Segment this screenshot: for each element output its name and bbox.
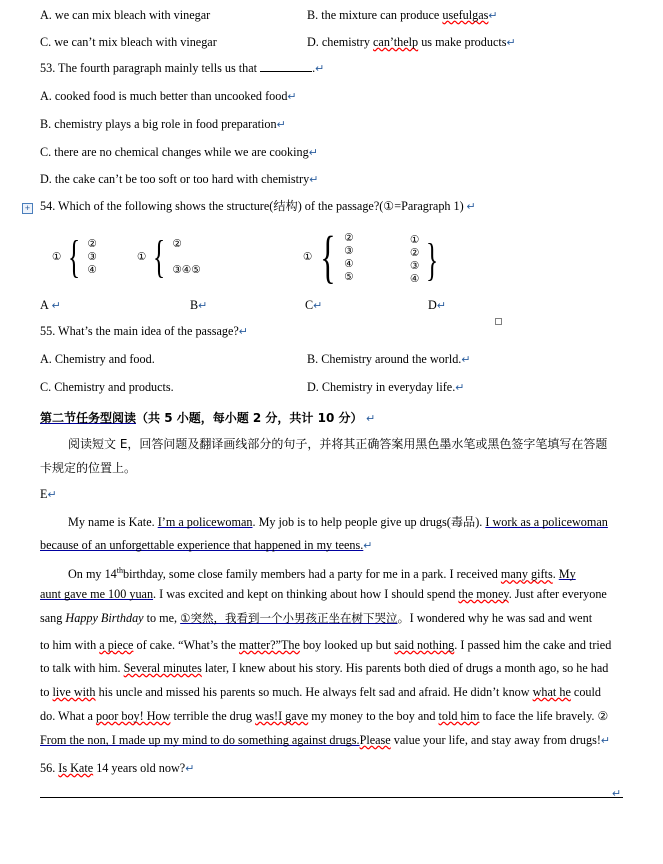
diagram-a-node-2: ② [87,238,97,250]
p2-translation-sentence-1: ①突然，我看到一个小男孩正坐在树下哭泣 [180,611,398,625]
p2-misspell-saidnothing: said nothing [394,638,455,652]
diagram-c-node-3: ③ [344,244,354,257]
diagram-c-node-2: ② [344,231,354,244]
ordinal-superscript: th [116,566,123,575]
passage-p1-line1: My name is Kate. I’m a policewoman. My job is to help people give up drugs(毒品). I work as a policewoman [68,515,608,529]
q52-option-d: D. chemistry can’thelp us make products↵ [307,35,516,49]
p2-misspell-themoney: the money [458,587,509,601]
diagram-a-brace: { [68,231,81,282]
q53-option-d: D. the cake can’t be too soft or too hard with chemistry↵ [40,172,319,186]
p2-misspell-livewith: live with [52,685,96,699]
diagram-b-brace: { [153,231,166,282]
diagram-d-node-2: ② [410,247,420,259]
diagram-a-node-3: ③ [87,251,97,263]
p2-grammar-aunt: aunt gave me 100 yuan [40,587,154,601]
answer-rule-line [40,797,623,798]
passage-p2-line5: to talk with him. Several minutes later, I knew about his story. His parents both died of drugs a month ago, so he had [40,661,609,675]
diagram-b-node-2: ② [172,238,182,250]
q56-misspell-iskate: Is Kate [58,761,94,775]
q54-label-c: C↵ [305,298,323,312]
p2-misspell-manygifts: many gifts [500,567,553,582]
q53-option-b: B. chemistry plays a big role in food preparation↵ [40,117,286,131]
p2-misspell-apiece: a piece [99,638,134,652]
section-heading-rest: （共 5 小题，每小题 2 分，共计 10 分） [136,411,363,425]
passage-p1-line2: because of an unforgettable experience that happened in my teens.↵ [40,538,373,552]
section-instruction-line2: 卡规定的位置上。 [40,461,137,475]
q54-label-b: B↵ [190,298,208,312]
diagram-c-node-5: ⑤ [344,270,354,283]
p2-misspell-severalminutes: Several minutes [123,661,202,675]
section-heading-title: 第二节任务型阅读 [40,411,137,425]
q56-stem: 56. Is Kate 14 years old now?↵ [40,761,195,775]
diagram-c-node-4: ④ [344,257,354,270]
passage-p2-line2: aunt gave me 100 yuan. I was excited and kept on thinking about how I should spend the money. Just after everyone [40,587,607,601]
q54-diagram-d [410,234,444,285]
object-anchor-handle[interactable] [495,318,502,325]
p2-misspell-wasigave: was!I gave [255,709,309,723]
p1-grammar-flag-2: I work as a policewoman [485,515,608,529]
section-instruction-line1: 阅读短文 E，回答问题及翻译画线部分的句子，并将其正确答案用黑色墨水笔或黑色签字笔填写在答题 [68,437,608,451]
q53-option-c: C. there are no chemical changes while we are cooking↵ [40,145,318,159]
q54-label-d: D↵ [428,298,447,312]
diagram-d-brace: } [426,233,439,285]
p2-misspell-matterthe: matter?”The [239,638,300,652]
q55-option-d: D. Chemistry in everyday life.↵ [307,380,465,394]
passage-p2-line1: On my 14thbirthday, some close family members had a party for me in a park. I received many gifts. My [68,566,576,582]
q54-diagram-a [52,231,97,282]
p1-grammar-flag-1: I’m a policewoman [157,515,253,529]
p2-translation-sentence-2: From the non, I made up my mind to do something against drugs. [40,733,360,747]
q52-option-b-misspelled: usefulgas [442,8,489,22]
q55-option-a: A. Chemistry and food. [40,352,155,366]
q52-option-a: A. we can mix bleach with vinegar [40,8,211,22]
q54-diagram-c [303,224,354,289]
passage-p2-line6: to live with his uncle and missed his parents so much. He always felt sad and afraid. He didn’t know what he could [40,685,601,699]
q54-stem: 54. Which of the following shows the structure(结构) of the passage?(①=Paragraph 1) ↵ [40,199,476,213]
passage-p2-line4: to him with a piece of cake. “What’s the matter?”The boy looked up but said nothing. I passed him the cake and tried [40,638,612,652]
q54-label-a: A ↵ [40,298,61,312]
q53-blank [260,71,312,72]
diagram-c-brace: { [320,224,337,289]
p2-misspell-toldhim: told him [438,709,480,723]
diagram-d-node-4: ④ [410,273,420,285]
diagram-a-node-1: ① [52,251,62,263]
passage-p2-line7: do. What a poor boy! How terrible the drug was!I gave my money to the boy and told him to face the life bravely. ② [40,709,609,723]
diagram-d-node-3: ③ [410,260,420,272]
q52-option-b: B. the mixture can produce usefulgas↵ [307,8,498,22]
diagram-d-node-1: ① [410,234,420,246]
q52-option-c: C. we can’t mix bleach with vinegar [40,35,217,49]
p2-grammar-my: My [558,567,576,582]
answer-line-pilcrow: ↵ [612,788,622,800]
p2-misspell-poorboyhow: poor boy! How [95,709,171,723]
p2-misspell-whathe: what he [532,685,571,699]
q55-option-b: B. Chemistry around the world.↵ [307,352,471,366]
passage-p2-line3: sang Happy Birthday to me, ①突然，我看到一个小男孩正坐在树下哭泣。I wondered why he was sad and went [40,611,593,625]
passage-label-e: E↵ [40,487,57,501]
passage-p2-line8: From the non, I made up my mind to do something against drugs.Please value your life, and stay away from drugs!↵ [40,733,611,747]
p2-misspell-please: Please [359,733,391,747]
q54-diagram-b [137,231,201,282]
diagram-b-row: ③④⑤ [172,264,201,276]
q55-option-c: C. Chemistry and products. [40,380,174,394]
q55-stem: 55. What’s the main idea of the passage?↵ [40,324,248,338]
q53-option-a: A. cooked food is much better than uncooked food↵ [40,89,297,103]
change-marker-icon: + [22,203,33,214]
diagram-a-node-4: ④ [87,264,97,276]
q53-stem: 53. The fourth paragraph mainly tells us that .↵ [40,61,325,75]
diagram-c-node-1: ① [303,251,313,263]
diagram-b-node-1: ① [137,251,147,263]
section-heading: 第二节任务型阅读（共 5 小题，每小题 2 分，共计 10 分） ↵ [40,411,376,425]
q52-option-b-text: B. the mixture can produce [307,8,443,22]
